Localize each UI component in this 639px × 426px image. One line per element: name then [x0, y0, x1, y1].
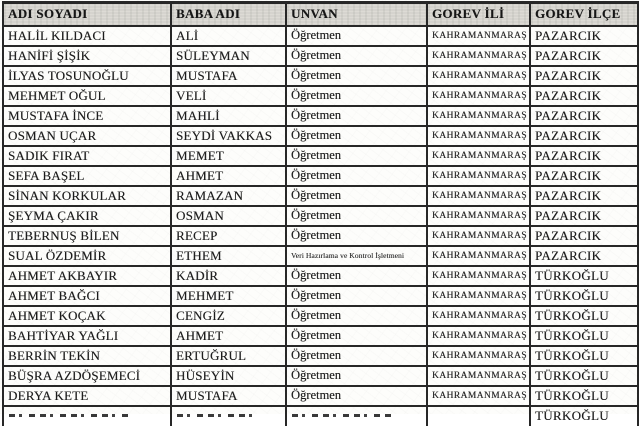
cell-baba-adi: RAMAZAN	[171, 186, 286, 206]
cell-gorev-ilce: TÜRKOĞLU	[530, 326, 638, 346]
cell-unvan: Öğretmen	[286, 346, 427, 366]
cell-baba-adi: MUSTAFA	[171, 386, 286, 406]
cell-gorev-ili: KAHRAMANMARAŞ	[427, 206, 530, 226]
cell-baba-adi: AHMET	[171, 326, 286, 346]
cell-adi-soyadi: SEFA BAŞEL	[3, 166, 171, 186]
cell-gorev-ilce: PAZARCIK	[530, 146, 638, 166]
cell-gorev-ilce: PAZARCIK	[530, 126, 638, 146]
cell-gorev-ilce: PAZARCIK	[530, 226, 638, 246]
table-row	[3, 126, 638, 146]
column-header-gorev-ilce: GOREV İLÇE	[530, 3, 638, 26]
table-row	[3, 146, 638, 166]
cell-gorev-ili: KAHRAMANMARAŞ	[427, 306, 530, 326]
cell-gorev-ili: KAHRAMANMARAŞ	[427, 126, 530, 146]
cell-unvan: Öğretmen	[286, 106, 427, 126]
column-header-unvan: UNVAN	[286, 3, 427, 26]
cell-gorev-ili: KAHRAMANMARAŞ	[427, 186, 530, 206]
table-row	[3, 106, 638, 126]
cell-unvan: Öğretmen	[286, 66, 427, 86]
cell-adi-soyadi	[3, 406, 171, 426]
column-header-baba-adi: BABA ADI	[171, 3, 286, 26]
cell-gorev-ili: KAHRAMANMARAŞ	[427, 286, 530, 306]
cell-gorev-ilce: PAZARCIK	[530, 66, 638, 86]
cell-gorev-ili: KAHRAMANMARAŞ	[427, 246, 530, 266]
table-row	[3, 386, 638, 406]
cell-unvan: Öğretmen	[286, 26, 427, 46]
cell-unvan: Öğretmen	[286, 146, 427, 166]
cell-baba-adi: SÜLEYMAN	[171, 46, 286, 66]
cell-unvan: Öğretmen	[286, 306, 427, 326]
cell-adi-soyadi: DERYA KETE	[3, 386, 171, 406]
cell-unvan: Öğretmen	[286, 266, 427, 286]
cell-gorev-ilce: TÜRKOĞLU	[530, 286, 638, 306]
cell-baba-adi: KADİR	[171, 266, 286, 286]
cell-adi-soyadi: İLYAS TOSUNOĞLU	[3, 66, 171, 86]
cell-adi-soyadi: MEHMET OĞUL	[3, 86, 171, 106]
table-row	[3, 346, 638, 366]
cell-unvan: Veri Hazırlama ve Kontrol İşletmeni	[286, 246, 427, 266]
cell-gorev-ili	[427, 406, 530, 426]
table-row	[3, 246, 638, 266]
cell-baba-adi: AHMET	[171, 166, 286, 186]
cell-gorev-ilce: PAZARCIK	[530, 46, 638, 66]
cell-adi-soyadi: OSMAN UÇAR	[3, 126, 171, 146]
cell-gorev-ili: KAHRAMANMARAŞ	[427, 86, 530, 106]
cell-adi-soyadi: SUAL ÖZDEMİR	[3, 246, 171, 266]
cell-adi-soyadi: SİNAN KORKULAR	[3, 186, 171, 206]
table-row	[3, 186, 638, 206]
cell-unvan: Öğretmen	[286, 366, 427, 386]
cell-baba-adi: MUSTAFA	[171, 66, 286, 86]
cell-unvan: Öğretmen	[286, 286, 427, 306]
cell-gorev-ilce: TÜRKOĞLU	[530, 306, 638, 326]
cell-unvan	[286, 406, 427, 426]
cell-gorev-ili: KAHRAMANMARAŞ	[427, 46, 530, 66]
table-row	[3, 286, 638, 306]
cell-baba-adi: OSMAN	[171, 206, 286, 226]
cell-adi-soyadi: AHMET AKBAYIR	[3, 266, 171, 286]
cell-baba-adi: ERTUĞRUL	[171, 346, 286, 366]
cell-adi-soyadi: BAHTİYAR YAĞLI	[3, 326, 171, 346]
cell-gorev-ilce: PAZARCIK	[530, 26, 638, 46]
cell-gorev-ili: KAHRAMANMARAŞ	[427, 386, 530, 406]
cell-adi-soyadi: SADIK FIRAT	[3, 146, 171, 166]
cell-baba-adi	[171, 406, 286, 426]
cell-adi-soyadi: ŞEYMA ÇAKIR	[3, 206, 171, 226]
cell-gorev-ili: KAHRAMANMARAŞ	[427, 366, 530, 386]
cell-gorev-ilce: TÜRKOĞLU	[530, 346, 638, 366]
cell-baba-adi: HÜSEYİN	[171, 366, 286, 386]
cell-unvan: Öğretmen	[286, 46, 427, 66]
cell-unvan: Öğretmen	[286, 86, 427, 106]
table-row	[3, 86, 638, 106]
personnel-table	[2, 1, 639, 426]
table-row	[3, 266, 638, 286]
cell-adi-soyadi: AHMET BAĞCI	[3, 286, 171, 306]
cell-unvan: Öğretmen	[286, 186, 427, 206]
cell-adi-soyadi: BÜŞRA AZDÖŞEMECİ	[3, 366, 171, 386]
cell-baba-adi: VELİ	[171, 86, 286, 106]
cell-baba-adi: ETHEM	[171, 246, 286, 266]
cell-unvan: Öğretmen	[286, 386, 427, 406]
cell-baba-adi: ALİ	[171, 26, 286, 46]
table-row	[3, 226, 638, 246]
cell-baba-adi: MEMET	[171, 146, 286, 166]
cell-baba-adi: CENGİZ	[171, 306, 286, 326]
cell-unvan: Öğretmen	[286, 326, 427, 346]
cell-gorev-ili: KAHRAMANMARAŞ	[427, 66, 530, 86]
cell-baba-adi: SEYDİ VAKKAS	[171, 126, 286, 146]
cell-gorev-ilce: PAZARCIK	[530, 86, 638, 106]
column-header-gorev-ili: GOREV İLİ	[427, 3, 530, 26]
cell-gorev-ilce: TÜRKOĞLU	[530, 406, 638, 426]
cell-unvan: Öğretmen	[286, 226, 427, 246]
cell-unvan: Öğretmen	[286, 166, 427, 186]
table-row	[3, 46, 638, 66]
cell-adi-soyadi: BERRİN TEKİN	[3, 346, 171, 366]
cell-gorev-ili: KAHRAMANMARAŞ	[427, 326, 530, 346]
cell-adi-soyadi: AHMET KOÇAK	[3, 306, 171, 326]
cell-gorev-ilce: TÜRKOĞLU	[530, 366, 638, 386]
cell-gorev-ili: KAHRAMANMARAŞ	[427, 346, 530, 366]
table-row-partial	[3, 406, 638, 426]
cell-gorev-ilce: PAZARCIK	[530, 246, 638, 266]
table-row	[3, 66, 638, 86]
cell-unvan: Öğretmen	[286, 206, 427, 226]
cell-baba-adi: MAHLİ	[171, 106, 286, 126]
column-header-adi-soyadi: ADI SOYADI	[3, 3, 171, 26]
cell-gorev-ilce: TÜRKOĞLU	[530, 266, 638, 286]
table-row	[3, 166, 638, 186]
table-row	[3, 326, 638, 346]
cell-gorev-ili: KAHRAMANMARAŞ	[427, 226, 530, 246]
cell-adi-soyadi: HANİFİ ŞİŞİK	[3, 46, 171, 66]
cell-unvan: Öğretmen	[286, 126, 427, 146]
cell-gorev-ilce: PAZARCIK	[530, 186, 638, 206]
cell-gorev-ili: KAHRAMANMARAŞ	[427, 146, 530, 166]
cell-gorev-ilce: PAZARCIK	[530, 166, 638, 186]
cell-gorev-ili: KAHRAMANMARAŞ	[427, 26, 530, 46]
table-row	[3, 206, 638, 226]
table-row	[3, 26, 638, 46]
header-row	[3, 3, 638, 26]
table-row	[3, 306, 638, 326]
cell-gorev-ilce: PAZARCIK	[530, 206, 638, 226]
cell-gorev-ili: KAHRAMANMARAŞ	[427, 166, 530, 186]
cell-gorev-ilce: PAZARCIK	[530, 106, 638, 126]
cell-baba-adi: RECEP	[171, 226, 286, 246]
cell-adi-soyadi: TEBERNUŞ BİLEN	[3, 226, 171, 246]
table-row	[3, 366, 638, 386]
cell-baba-adi: MEHMET	[171, 286, 286, 306]
cell-gorev-ili: KAHRAMANMARAŞ	[427, 106, 530, 126]
cell-gorev-ili: KAHRAMANMARAŞ	[427, 266, 530, 286]
cell-adi-soyadi: HALİL KILDACI	[3, 26, 171, 46]
cell-gorev-ilce: TÜRKOĞLU	[530, 386, 638, 406]
cell-adi-soyadi: MUSTAFA İNCE	[3, 106, 171, 126]
